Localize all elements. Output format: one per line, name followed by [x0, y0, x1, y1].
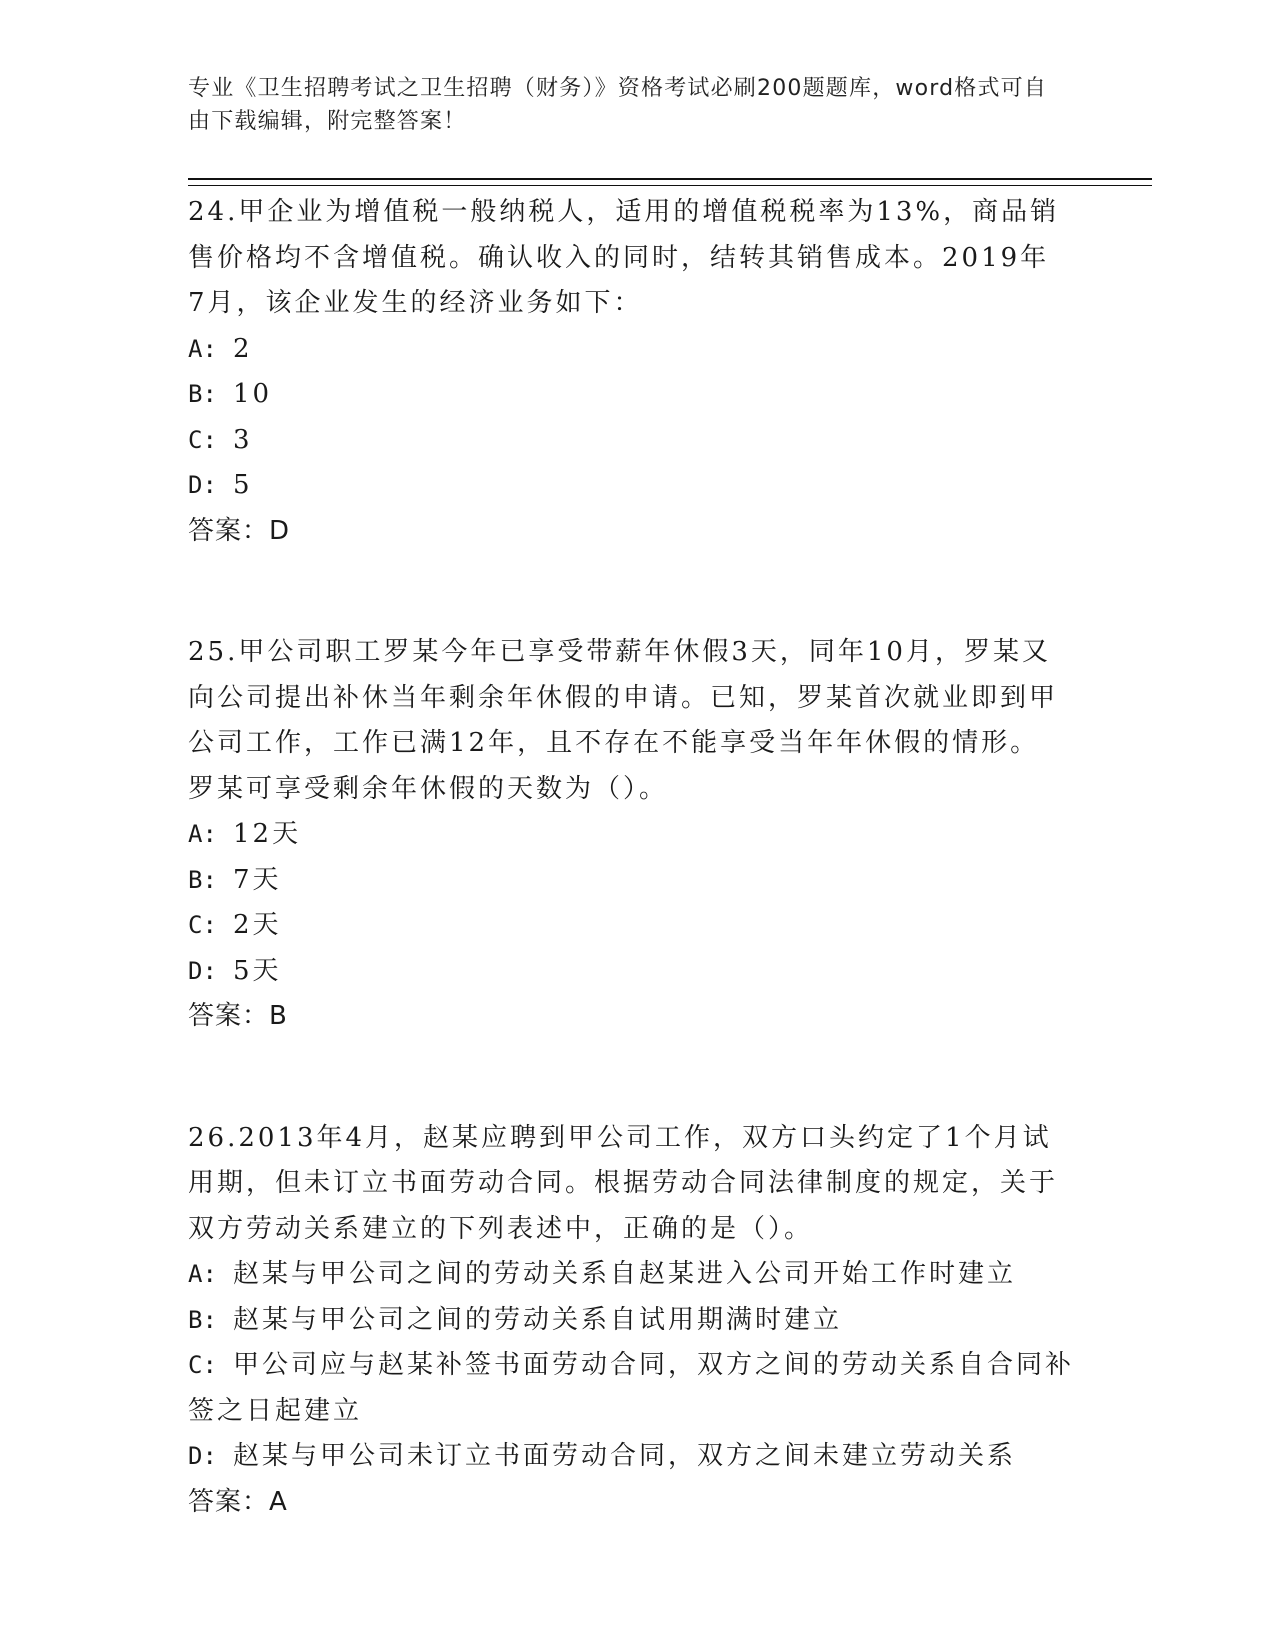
header-divider-thin — [188, 185, 1152, 186]
option-text: 甲公司应与赵某补签书面劳动合同，双方之间的劳动关系自合同补签之日起建立 — [188, 1350, 1075, 1426]
option-c — [188, 903, 1088, 949]
question-stem: 25.甲公司职工罗某今年已享受带薪年休假3天，同年10月，罗某又向公司提出补休当年剩余年休假的申请。已知，罗某首次就业即到甲公司工作，工作已满12年，且不存在不能享受当年年休假的情形。罗某可享受剩余年休假的天数为（）。 — [188, 637, 1059, 804]
option-text: 赵某与甲公司之间的劳动关系自赵某进入公司开始工作时建立 — [233, 1259, 1017, 1289]
option-key: A: — [188, 334, 217, 363]
option-a — [188, 812, 1088, 858]
option-text: 2天 — [233, 910, 282, 940]
option-b — [188, 858, 1088, 904]
option-text: 10 — [233, 379, 273, 409]
document-header — [188, 72, 1068, 138]
option-d — [188, 1434, 1088, 1480]
question-24 — [188, 190, 1088, 554]
header-divider-thick — [188, 178, 1152, 180]
question-stem: 26.2013年4月，赵某应聘到甲公司工作，双方口头约定了1个月试用期，但未订立书面劳动合同。根据劳动合同法律制度的规定，关于双方劳动关系建立的下列表述中，正确的是（）。 — [188, 1122, 1059, 1244]
option-key: A: — [188, 820, 217, 848]
option-key: B: — [188, 1305, 217, 1334]
option-d — [188, 463, 1088, 509]
option-key: D: — [188, 1442, 217, 1470]
option-b — [188, 1298, 1088, 1344]
option-text: 7天 — [233, 864, 282, 895]
option-key: D: — [188, 471, 217, 499]
option-text: 12天 — [233, 819, 302, 849]
question-25 — [188, 630, 1088, 1040]
option-text: 5 — [233, 470, 253, 500]
option-key: C: — [188, 1351, 217, 1379]
option-key: C: — [188, 425, 217, 454]
option-d — [188, 949, 1088, 995]
question-list — [188, 190, 1088, 1601]
question-26 — [188, 1116, 1088, 1526]
option-key: D: — [188, 956, 217, 985]
option-key: C: — [188, 911, 217, 939]
answer-line: 答案：D — [188, 515, 291, 546]
option-a — [188, 1252, 1088, 1298]
option-text: 2 — [233, 333, 253, 364]
option-a — [188, 327, 1088, 373]
option-text: 赵某与甲公司之间的劳动关系自试用期满时建立 — [233, 1304, 843, 1335]
option-c — [188, 1343, 1088, 1434]
answer-line: 答案：B — [188, 1001, 288, 1031]
option-key: B: — [188, 380, 217, 408]
answer-line: 答案：A — [188, 1486, 288, 1517]
option-b — [188, 372, 1088, 418]
option-key: A: — [188, 1260, 217, 1288]
option-key: B: — [188, 865, 217, 894]
option-text: 3 — [233, 424, 253, 455]
question-stem: 24.甲企业为增值税一般纳税人，适用的增值税税率为13%，商品销售价格均不含增值税。确认收入的同时，结转其销售成本。2019年7月，该企业发生的经济业务如下： — [188, 197, 1060, 318]
option-text: 5天 — [233, 955, 282, 986]
option-c — [188, 418, 1088, 464]
header-text: 专业《卫生招聘考试之卫生招聘（财务）》资格考试必刷200题题库，word格式可自由下载编辑，附完整答案！ — [188, 76, 1048, 134]
option-text: 赵某与甲公司未订立书面劳动合同，双方之间未建立劳动关系 — [233, 1441, 1017, 1471]
